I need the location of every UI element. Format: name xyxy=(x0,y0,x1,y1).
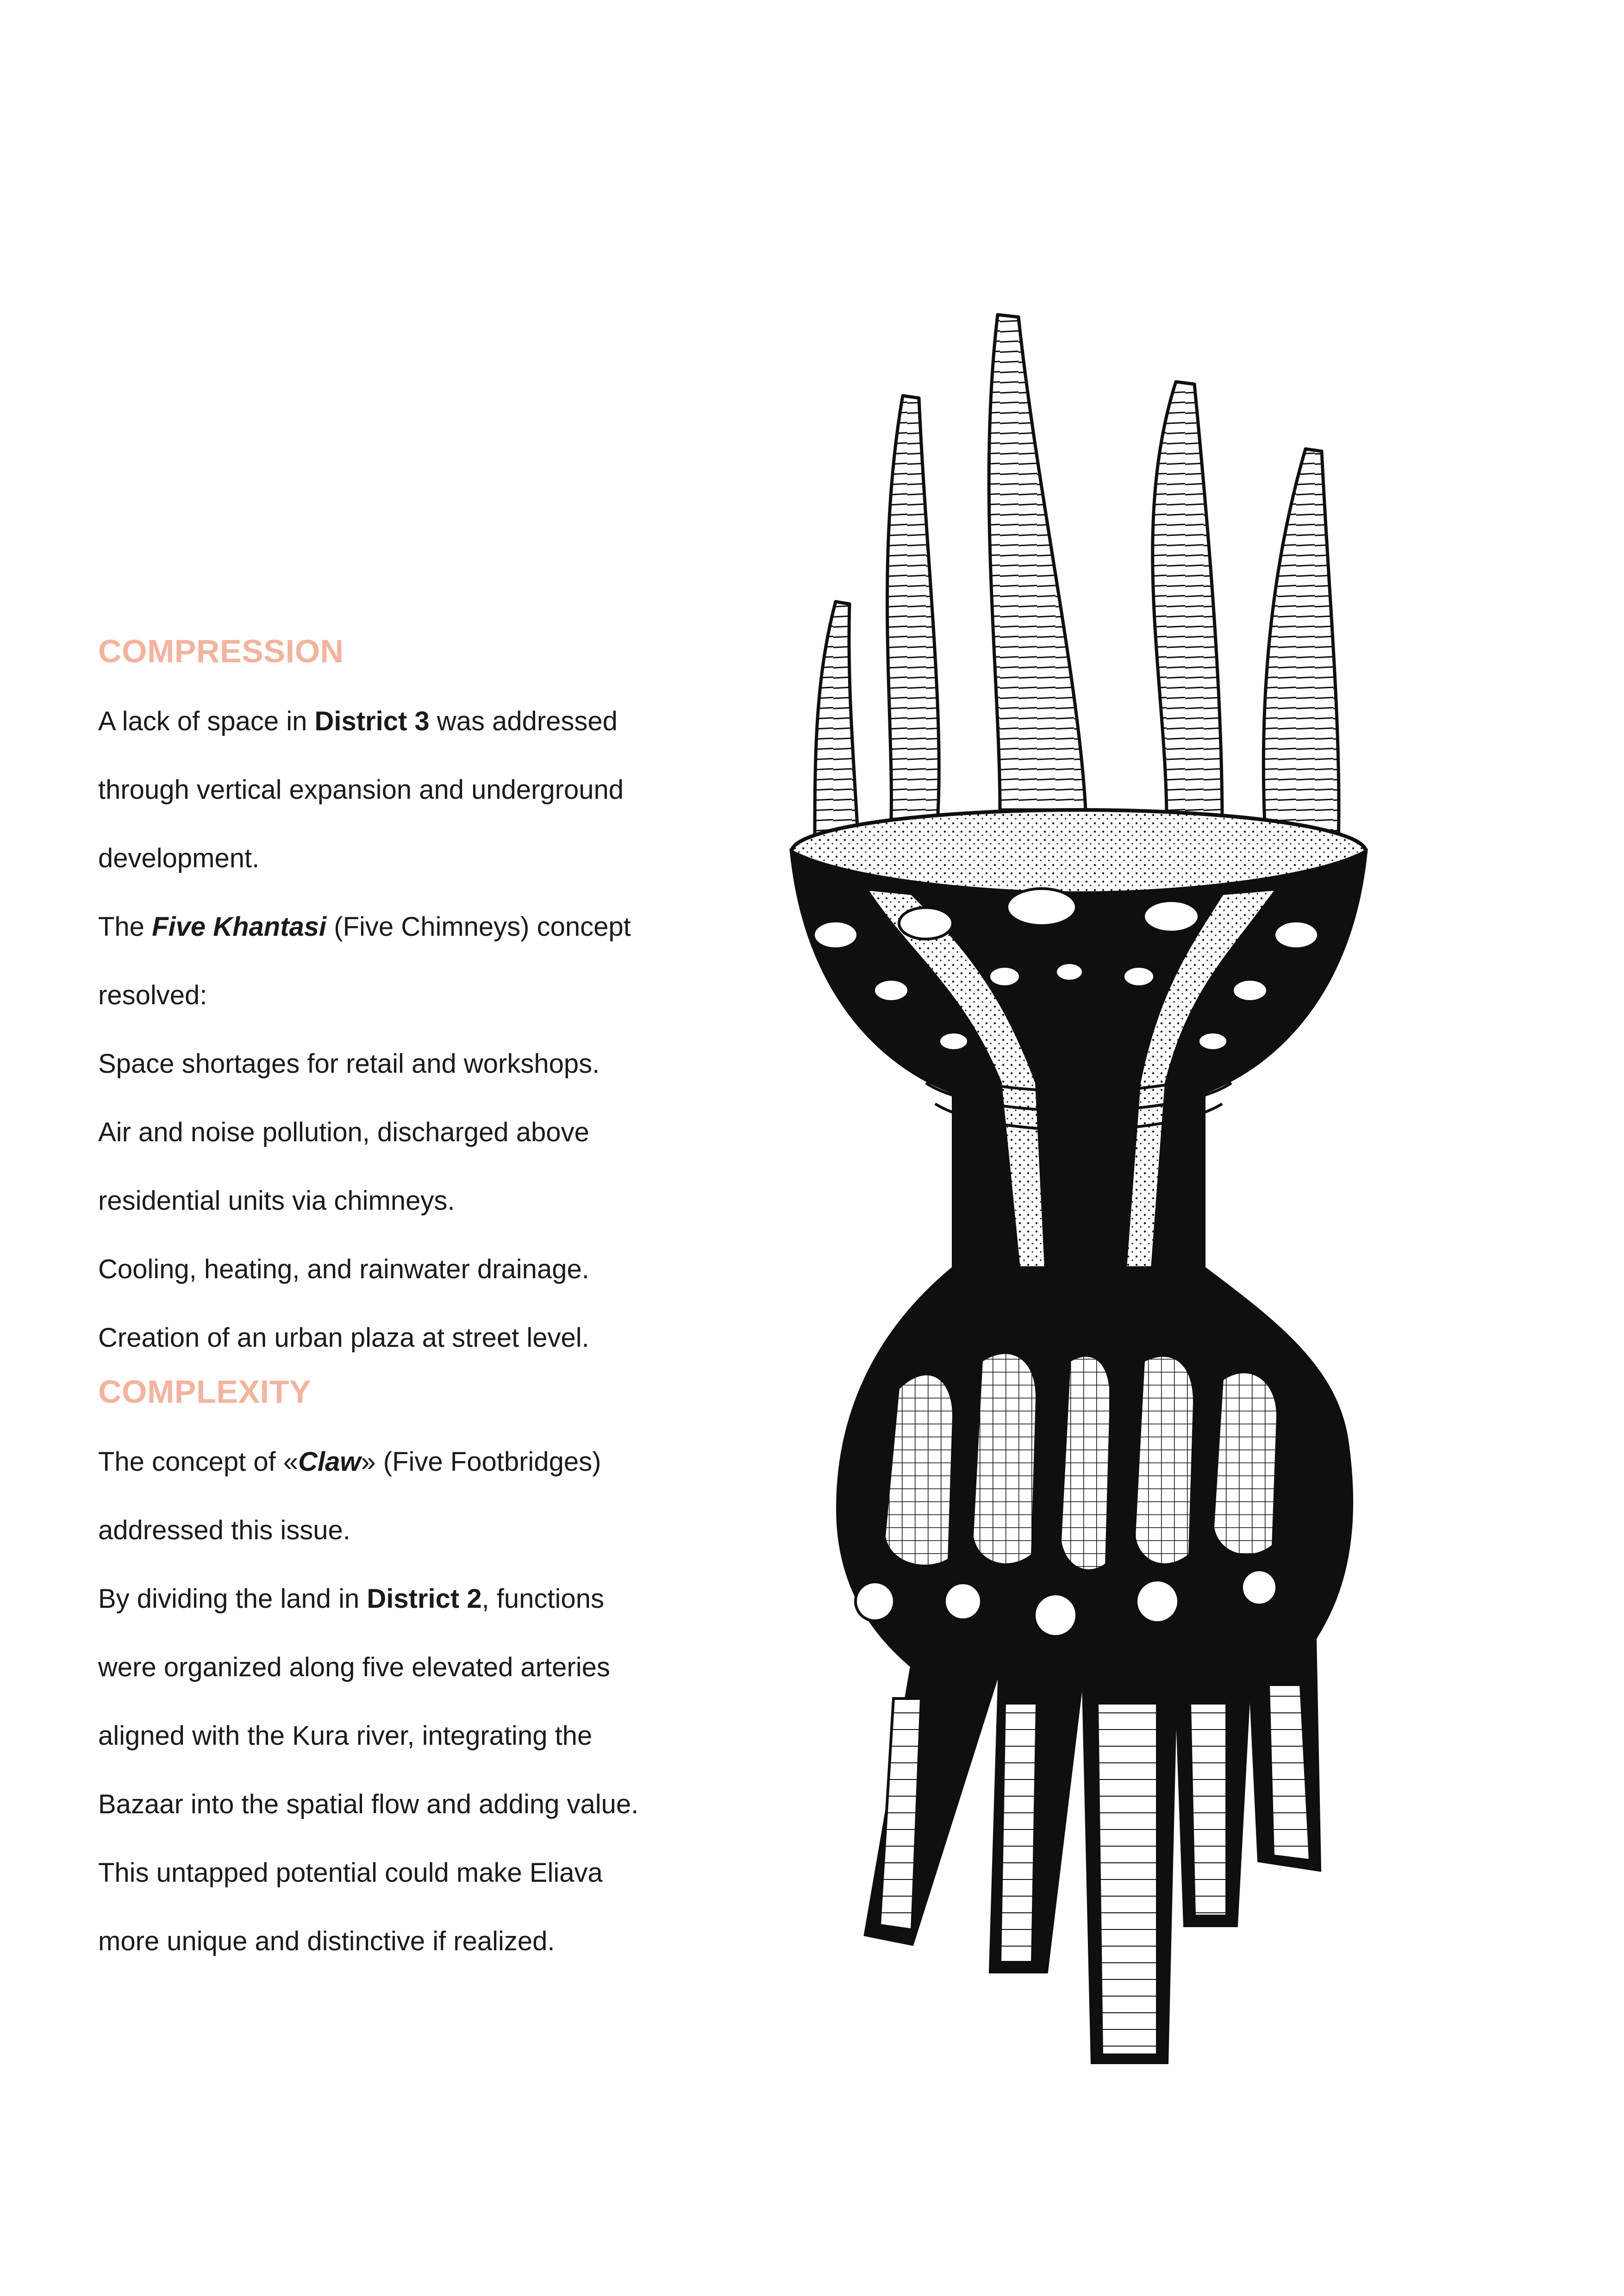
compression-heading: COMPRESSION xyxy=(98,633,344,669)
complexity-section xyxy=(98,1374,756,1993)
footbridge-2 xyxy=(1000,1703,1037,1962)
complexity-line-6: Bazaar into the spatial flow and adding value. xyxy=(98,1789,639,1819)
footbridge-4 xyxy=(1190,1703,1227,1916)
footbridge-3 xyxy=(1097,1703,1157,2055)
district-2-emphasis: District 2 xyxy=(367,1584,482,1614)
complexity-line-8: more unique and distinctive if realized. xyxy=(98,1926,555,1956)
chimney-2 xyxy=(887,396,939,821)
compression-line-6: Space shortages for retail and workshops. xyxy=(98,1049,600,1079)
chimney-1 xyxy=(815,602,859,852)
complexity-paragraph xyxy=(98,1411,756,1993)
compression-line-5: resolved: xyxy=(98,980,207,1010)
compression-line-4: The Five Khantasi (Five Chimneys) concept xyxy=(98,912,631,942)
chimney-5 xyxy=(1263,449,1339,856)
bowl xyxy=(792,810,1366,1268)
compression-line-7: Air and noise pollution, discharged above xyxy=(98,1117,589,1147)
compression-line-10: Creation of an urban plaza at street level. xyxy=(98,1323,589,1353)
claw-emphasis: Claw xyxy=(298,1447,361,1477)
complexity-line-1: The concept of «Claw» (Five Footbridges) xyxy=(98,1447,601,1477)
chimneys xyxy=(815,315,1339,856)
complexity-line-5: aligned with the Kura river, integrating the xyxy=(98,1721,593,1751)
bowl-body xyxy=(792,852,1366,1268)
compression-line-8: residential units via chimneys. xyxy=(98,1186,455,1216)
complexity-line-4: were organized along five elevated arteries xyxy=(98,1652,610,1682)
compression-paragraph xyxy=(98,670,756,1389)
compression-line-2: through vertical expansion and underground xyxy=(98,775,624,805)
complexity-line-7: This untapped potential could make Eliava xyxy=(98,1858,603,1888)
five-khantasi-emphasis: Five Khantasi xyxy=(152,912,327,942)
compression-section xyxy=(98,633,756,1389)
chimney-3 xyxy=(989,315,1086,810)
complexity-line-3: By dividing the land in District 2, functions xyxy=(98,1584,604,1614)
compression-line-3: development. xyxy=(98,843,260,873)
district-3-emphasis: District 3 xyxy=(314,706,430,736)
chimney-4 xyxy=(1153,382,1222,824)
compression-line-1: A lack of space in District 3 was addressed xyxy=(98,706,618,736)
complexity-heading: COMPLEXITY xyxy=(98,1374,312,1410)
compression-line-9: Cooling, heating, and rainwater drainage. xyxy=(98,1254,589,1284)
architectural-drawing xyxy=(759,296,1426,2064)
complexity-line-2: addressed this issue. xyxy=(98,1515,350,1545)
